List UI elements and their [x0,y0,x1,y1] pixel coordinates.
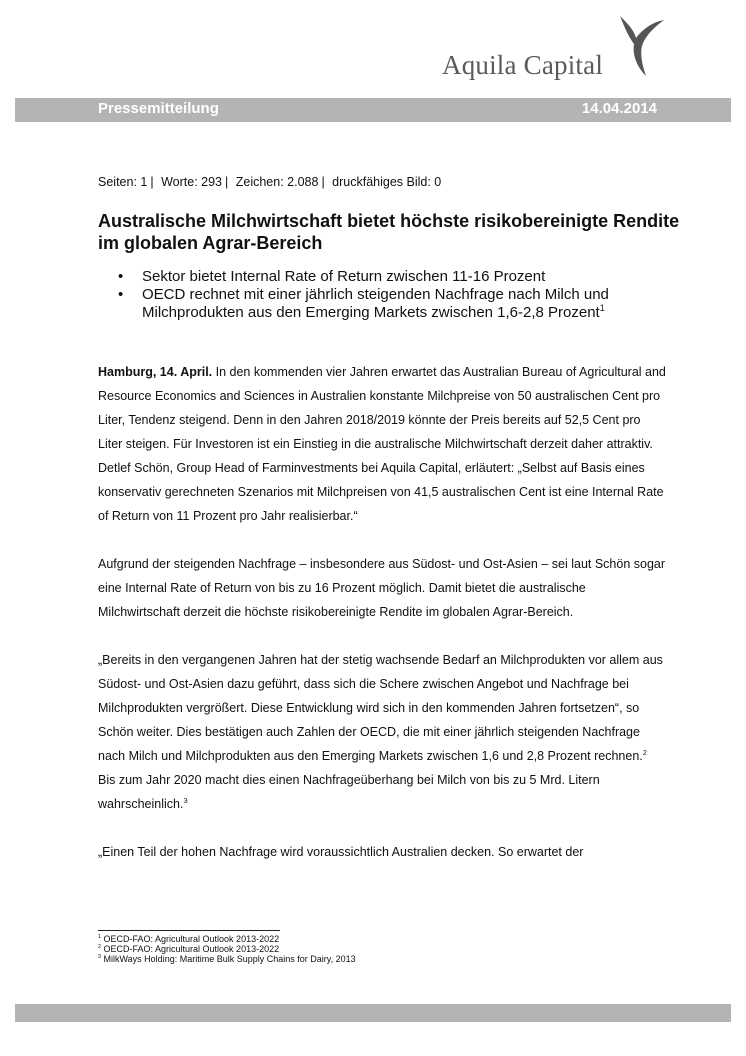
footnote-text: OECD-FAO: Agricultural Outlook 2013-2022 [103,934,280,944]
stat-pages: Seiten: 1 [98,175,148,189]
list-item [98,268,698,286]
doc-type-label: Pressemitteilung [98,100,219,117]
stat-words: Worte: 293 [161,175,222,189]
paragraph-text: In den kommenden vier Jahren erwartet das Australian Bureau of Agricultural and Resource Economics and Sciences in Australien konstante Milchpreise von 50 australischen Cent pro Liter, Tendenz steigend. Denn in den Jahren 2018/2019 könnte der Preis bereits auf 52,5 Cent pro Liter steigen. Für Investoren ist ein Einstieg in die australische Milchwirtschaft derzeit daher attraktiv. Detlef Schön, Group Head of Farminvestments bei Aquila Capital, erläutert: „Selbst auf Basis eines konservativ gerechneten Szenarios mit Milchpreisen von 41,5 australischen Cent ist eine Internal Rate of Return von 11 Prozent pro Jahr realisierbar.“ [98,365,666,523]
footnote-ref[interactable]: 3 [183,795,188,805]
stat-separator: | [225,175,229,189]
footnote-number: 3 [98,954,101,960]
stat-separator: | [150,175,154,189]
footnote-text: MilkWays Holding: Maritime Bulk Supply Chains for Dairy, 2013 [103,954,356,964]
footer-bar [15,1004,731,1022]
article-body [98,360,666,888]
header-bar [15,98,731,122]
brand-name: Aquila Capital [442,50,604,80]
bullet-icon: • [118,286,124,303]
highlights-list [98,268,698,322]
bullet-text: Sektor bietet Internal Rate of Return zwischen 11-16 Prozent [142,268,546,285]
footnote-number: 1 [98,934,101,940]
footnote [98,934,698,944]
stat-images: druckfähiges Bild: 0 [332,175,442,189]
page-title: Australische Milchwirtschaft bietet höchste risikobereinigte Rendite im globalen Agrar-Bereich [98,211,680,253]
footnote-ref[interactable]: 2 [642,747,647,757]
paragraph [98,360,666,528]
paragraph [98,648,666,816]
aquila-bird-icon [616,14,668,78]
paragraph-text: Bis zum Jahr 2020 macht dies einen Nachfrageüberhang bei Milch von bis zu 5 Mrd. Litern wahrscheinlich. [98,773,600,811]
paragraph-text: „Bereits in den vergangenen Jahren hat der stetig wachsende Bedarf an Milchprodukten vor allem aus Südost- und Ost-Asien dazu geführt, dass sich die Schere zwischen Angebot und Nachfrage bei Milchprodukten vergrößert. Diese Entwicklung wird sich in den kommenden Jahren fortsetzen“, so Schön weiter. Dies bestätigen auch Zahlen der OECD, die mit einer jährlich steigenden Nachfrage nach Milch und Milchprodukten aus den Emerging Markets zwischen 1,6 und 2,8 Prozent rechnen. [98,653,663,763]
dateline: Hamburg, 14. April. [98,365,213,379]
paragraph [98,840,666,864]
footnote-text: OECD-FAO: Agricultural Outlook 2013-2022 [103,944,280,954]
footnote-number: 2 [98,944,101,950]
doc-date: 14.04.2014 [581,100,657,117]
bullet-text: OECD rechnet mit einer jährlich steigenden Nachfrage nach Milch und Milchprodukten aus den Emerging Markets zwischen 1,6-2,8 Prozent [142,286,609,321]
footnote-divider [98,930,280,931]
document-stats [98,175,698,189]
footnote [98,954,698,964]
footnote-ref[interactable]: 1 [599,303,605,313]
brand-logo [442,14,666,80]
footnote [98,944,698,954]
paragraph [98,552,666,624]
bullet-icon: • [118,268,124,285]
stat-chars: Zeichen: 2.088 [235,175,319,189]
list-item [98,286,698,322]
paragraph-text: „Einen Teil der hohen Nachfrage wird voraussichtlich Australien decken. So erwartet der [98,845,584,859]
footnotes [98,934,698,964]
stat-separator: | [321,175,325,189]
paragraph-text: Aufgrund der steigenden Nachfrage – insbesondere aus Südost- und Ost-Asien – sei laut Schön sogar eine Internal Rate of Return von bis zu 16 Prozent möglich. Damit bietet die australische Milchwirtschaft derzeit die höchste risikobereinigte Rendite im globalen Agrar-Bereich. [98,557,666,619]
